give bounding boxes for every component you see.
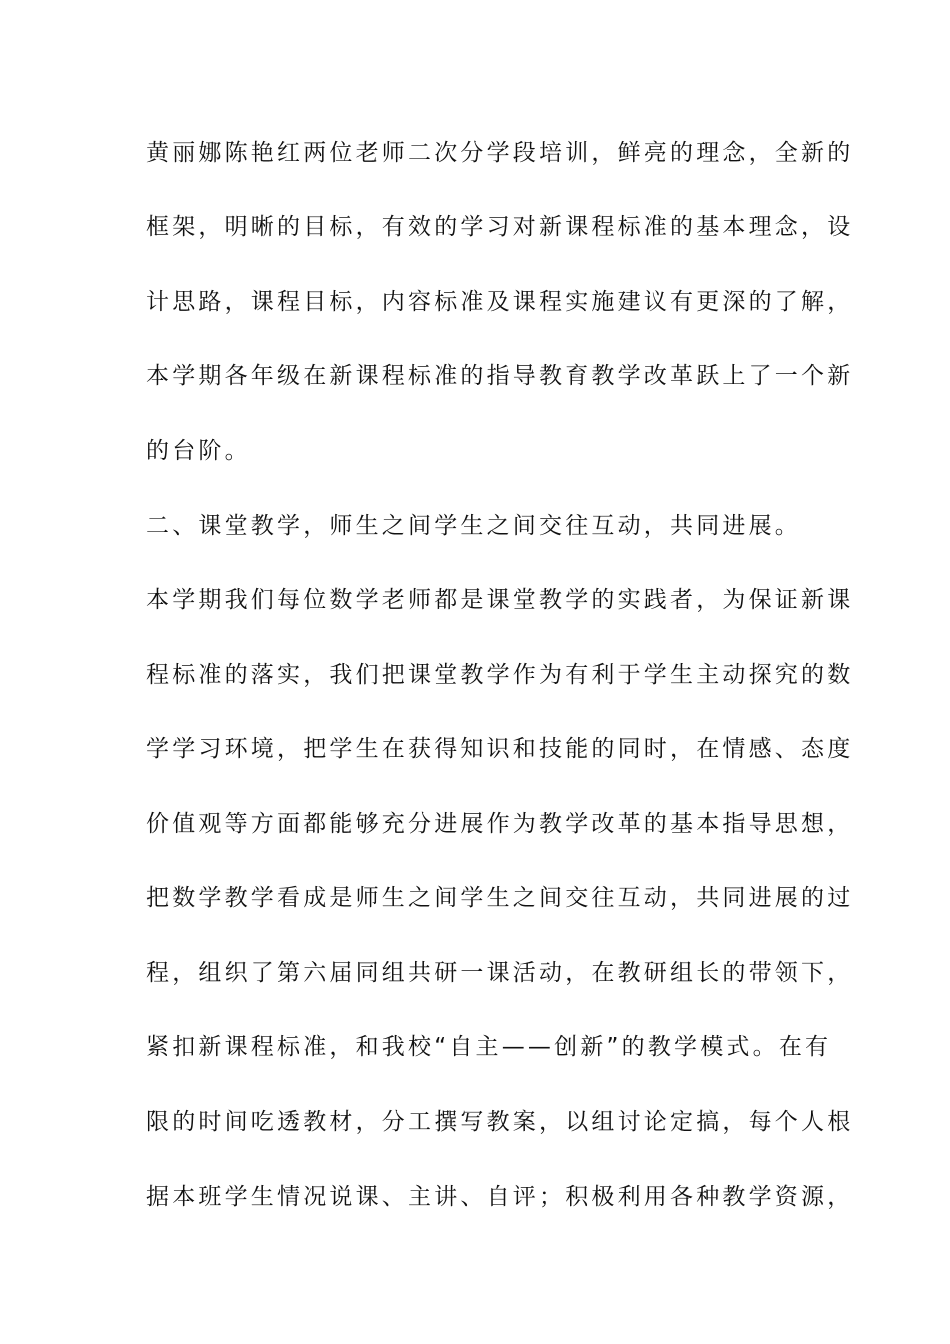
text-line: 程，组织了第六届同组共研一课活动，在教研组长的带领下， — [146, 960, 854, 986]
text-line: 程标准的落实，我们把课堂教学作为有利于学生主动探究的数 — [146, 662, 854, 688]
text-line: 本学期各年级在新课程标准的指导教育教学改革跃上了一个新 — [146, 363, 854, 389]
section-heading: 二、课堂教学，师生之间学生之间交往互动，共同进展。 — [146, 513, 801, 539]
text-line: 把数学教学看成是师生之间学生之间交往互动，共同进展的过 — [146, 885, 854, 911]
text-line: 计思路，课程目标，内容标准及课程实施建议有更深的了解， — [146, 289, 854, 315]
text-line: 限的时间吃透教材，分工撰写教案，以组讨论定搞，每个人根 — [146, 1109, 854, 1135]
text-line: 的台阶。 — [146, 438, 251, 464]
text-line: 学学习环境，把学生在获得知识和技能的同时，在情感、态度 — [146, 736, 854, 762]
text-line: 紧扣新课程标准，和我校“自主——创新”的教学模式。在有 — [146, 1034, 832, 1060]
text-line: 价值观等方面都能够充分进展作为教学改革的基本指导思想， — [146, 811, 854, 837]
text-line: 黄丽娜陈艳红两位老师二次分学段培训，鲜亮的理念，全新的 — [146, 140, 854, 166]
text-line: 据本班学生情况说课、主讲、自评；积极利用各种教学资源， — [146, 1184, 854, 1210]
text-line: 本学期我们每位数学老师都是课堂教学的实践者，为保证新课 — [146, 587, 854, 613]
text-line: 框架，明晰的目标，有效的学习对新课程标准的基本理念，设 — [146, 214, 854, 240]
